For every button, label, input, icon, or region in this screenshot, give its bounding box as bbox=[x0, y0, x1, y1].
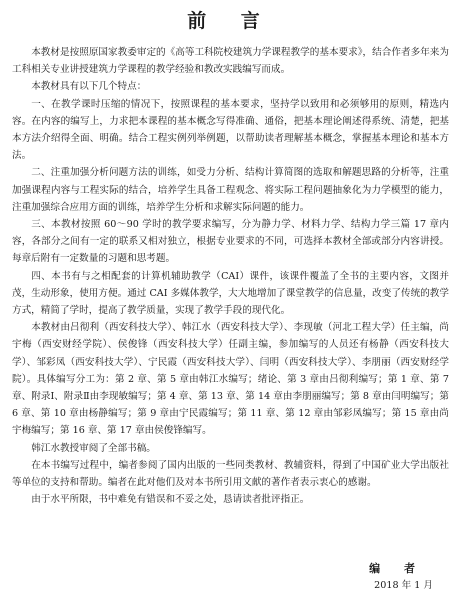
preface-body bbox=[12, 44, 449, 508]
signature-date: 2018 年 1 月 bbox=[374, 580, 433, 591]
paragraph-authors: 本教材由吕彻利（西安科技大学）、韩江水（西安科技大学）、李现敏（河北工程大学）任主编，尚宇梅（西安财经学院）、侯俊锋（西安科技大学）任副主编，参加编写的人员还有杨静（西安科技大学）、邹彩凤（西安科技大学）、宁民霞（西安科技大学）、闫明（西安科技大学）、李朋丽（西安财经学院）。具体编写分工为：第 2 章、第 5 章由韩江水编写；绪论、第 3 章由吕彻利编写；第 1 章、第 7 章、附录Ⅰ、附录Ⅱ由李现敏编写；第 4 章、第 13 章、第 14 章由李朋丽编写；第 8 章由闫明编写；第 6 章、第 10 章由杨静编写；第 9 章由宁民霞编写；第 11 章、第 12 章由邹彩凤编写；第 15 章由尚宇梅编写；第 16 章、第 17 章由侯俊锋编写。 bbox=[12, 322, 449, 437]
signature-name: 编 者 bbox=[369, 562, 425, 575]
paragraph-closing: 由于水平所限，书中难免有错误和不妥之处，恳请读者批评指正。 bbox=[31, 494, 310, 506]
signature-block bbox=[369, 560, 433, 594]
paragraph-feature-1: 一、在教学课时压缩的情况下，按照课程的基本要求，坚持学以致用和必须够用的原则，精选内容。在内容的编写上，力求把本课程的基本概念写得准确、通俗，把基本理论阐述得系统、清楚，把基本方法介绍得全面、明确。结合工程实例列举例题，以帮助读者理解基本概念，掌握基本理论和基本方法。 bbox=[12, 98, 449, 162]
paragraph-feature-3: 三、本教材按照 60～90 学时的教学要求编写，分为静力学、材料力学、结构力学三篇 17 章内容，各部分之间有一定的联系又相对独立，根据专业要求的不同，可选择本教材全部或部分内容讲授。每章后附有一定数量的习题和思考题。 bbox=[12, 219, 449, 265]
paragraph-features-heading: 本教材具有以下几个特点： bbox=[31, 81, 147, 93]
paragraph-feature-4: 四、本书有与之相配套的计算机辅助教学（CAI）课件，该课件覆盖了全书的主要内容，文图并茂，生动形象，使用方便。通过 CAI 多媒体教学，大大地增加了课堂教学的信息量，改变了传统的教学方式，精简了学时，提高了教学质量，实现了教学手段的现代化。 bbox=[12, 270, 449, 317]
page-title: 前 言 bbox=[187, 10, 274, 32]
paragraph-review: 韩江水教授审阅了全部书稿。 bbox=[31, 442, 156, 454]
paragraph-intro: 本教材是按照原国家教委审定的《高等工科院校建筑力学课程教学的基本要求》，结合作者多年来为工科相关专业讲授建筑力学课程的教学经验和教改实践编写而成。 bbox=[12, 47, 449, 76]
paragraph-thanks: 在本书编写过程中，编者参阅了国内出版的一些同类教材、教辅资料，得到了中国矿业大学出版社等单位的支持和帮助。编者在此对他们及对本书所引用文献的著作者表示衷心的感谢。 bbox=[12, 459, 449, 489]
paragraph-feature-2: 二、注重加强分析问题方法的训练，如受力分析、结构计算简图的选取和解题思路的分析等，注重加强课程内容与工程实际的结合，培养学生具备工程观念、将实际工程问题抽象化为力学模型的能力，注重加强综合应用方面的训练，培养学生分析和求解实际问题的能力。 bbox=[12, 167, 449, 213]
